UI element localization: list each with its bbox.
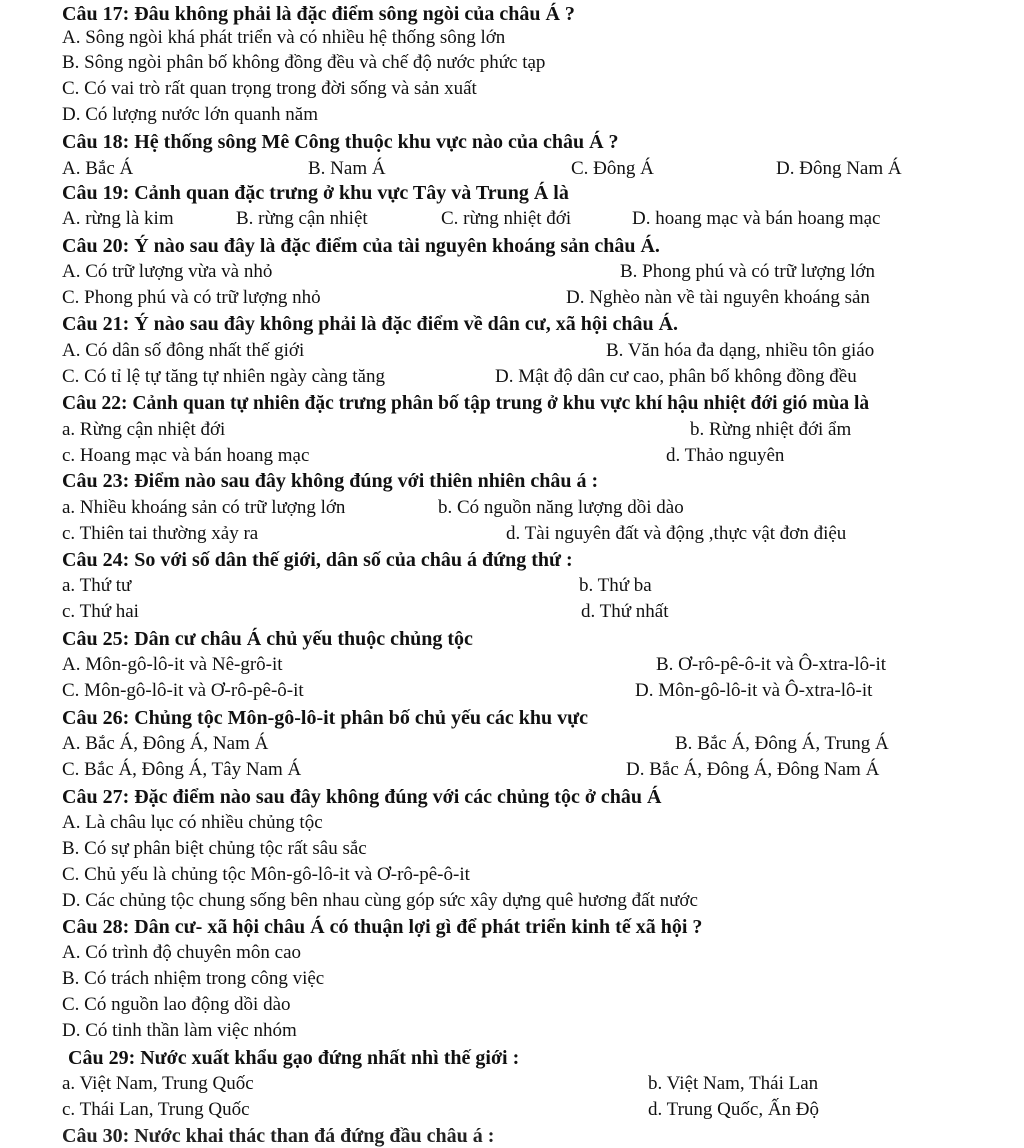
q19-option-d: D. hoang mạc và bán hoang mạc [632,208,881,229]
question-27: Câu 27: Đặc điểm nào sau đây không đúng với các chủng tộc ở châu Á [62,786,662,808]
q22-option-c: c. Hoang mạc và bán hoang mạc [62,445,310,466]
q17-option-b: B. Sông ngòi phân bố không đồng đều và chế độ nước phức tạp [62,52,546,73]
q27-option-c: C. Chủ yếu là chủng tộc Môn-gô-lô-it và Ơ-rô-pê-ô-it [62,864,470,885]
q24-option-d: d. Thứ nhất [581,601,669,622]
question-22: Câu 22: Cảnh quan tự nhiên đặc trưng phân bố tập trung ở khu vực khí hậu nhiệt đới gió mùa là [62,393,870,414]
q25-option-b: B. Ơ-rô-pê-ô-it và Ô-xtra-lô-it [656,654,887,675]
q25-option-a: A. Môn-gô-lô-it và Nê-grô-it [62,654,283,675]
q27-option-b: B. Có sự phân biệt chủng tộc rất sâu sắc [62,838,367,859]
q22-option-d: d. Thảo nguyên [666,445,785,466]
q17-option-a: A. Sông ngòi khá phát triển và có nhiều hệ thống sông lớn [62,27,506,48]
q29-option-a: a. Việt Nam, Trung Quốc [62,1073,254,1094]
q26-option-d: D. Bắc Á, Đông Á, Đông Nam Á [626,759,880,780]
q28-option-a: A. Có trình độ chuyên môn cao [62,942,302,963]
q20-option-c: C. Phong phú và có trữ lượng nhỏ [62,287,321,308]
q19-option-a: A. rừng là kim [62,208,174,229]
q24-option-b: b. Thứ ba [579,575,652,596]
q21-option-c: C. Có tỉ lệ tự tăng tự nhiên ngày càng tăng [62,366,385,387]
q21-option-d: D. Mật độ dân cư cao, phân bố không đồng đều [495,366,857,387]
q29-option-b: b. Việt Nam, Thái Lan [648,1073,819,1094]
q18-option-b: B. Nam Á [308,158,386,179]
q22-option-b: b. Rừng nhiệt đới ẩm [690,419,852,440]
q26-option-b: B. Bắc Á, Đông Á, Trung Á [675,733,889,754]
question-30-cutoff: Câu 30: Nước khai thác than đá đứng đầu châu á : [62,1125,495,1147]
q25-option-d: D. Môn-gô-lô-it và Ô-xtra-lô-it [635,680,873,701]
q27-option-a: A. Là châu lục có nhiều chủng tộc [62,812,323,833]
q23-option-a: a. Nhiều khoáng sản có trữ lượng lớn [62,497,346,518]
q26-option-c: C. Bắc Á, Đông Á, Tây Nam Á [62,759,302,780]
question-24: Câu 24: So với số dân thế giới, dân số của châu á đứng thứ : [62,549,573,571]
question-19: Câu 19: Cảnh quan đặc trưng ở khu vực Tây và Trung Á là [62,182,569,204]
q18-option-d: D. Đông Nam Á [776,158,902,179]
question-25: Câu 25: Dân cư châu Á chủ yếu thuộc chủng tộc [62,628,473,650]
question-21: Câu 21: Ý nào sau đây không phải là đặc điểm về dân cư, xã hội châu Á. [62,313,679,335]
q21-option-b: B. Văn hóa đa dạng, nhiều tôn giáo [606,340,875,361]
q20-option-d: D. Nghèo nàn về tài nguyên khoáng sản [566,287,870,308]
q29-option-d: d. Trung Quốc, Ấn Độ [648,1099,820,1120]
question-18: Câu 18: Hệ thống sông Mê Công thuộc khu vực nào của châu Á ? [62,131,619,153]
q26-option-a: A. Bắc Á, Đông Á, Nam Á [62,733,269,754]
question-26: Câu 26: Chủng tộc Môn-gô-lô-it phân bố chủ yếu các khu vực [62,707,588,729]
question-28: Câu 28: Dân cư- xã hội châu Á có thuận lợi gì để phát triển kinh tế xã hội ? [62,916,703,938]
q29-option-c: c. Thái Lan, Trung Quốc [62,1099,250,1120]
q28-option-b: B. Có trách nhiệm trong công việc [62,968,325,989]
q19-option-b: B. rừng cận nhiệt [236,208,368,229]
question-29: Câu 29: Nước xuất khẩu gạo đứng nhất nhì thế giới : [68,1047,520,1069]
q28-option-c: C. Có nguồn lao động dồi dào [62,994,291,1015]
question-17: Câu 17: Đâu không phải là đặc điểm sông ngòi của châu Á ? [62,3,575,25]
q27-option-d: D. Các chủng tộc chung sống bên nhau cùng góp sức xây dựng quê hương đất nước [62,890,698,911]
q25-option-c: C. Môn-gô-lô-it và Ơ-rô-pê-ô-it [62,680,304,701]
q24-option-c: c. Thứ hai [62,601,139,622]
q20-option-b: B. Phong phú và có trữ lượng lớn [620,261,875,282]
q23-option-c: c. Thiên tai thường xảy ra [62,523,259,544]
q23-option-b: b. Có nguồn năng lượng dồi dào [438,497,684,518]
q20-option-a: A. Có trữ lượng vừa và nhỏ [62,261,273,282]
q22-option-a: a. Rừng cận nhiệt đới [62,419,226,440]
q18-option-a: A. Bắc Á [62,158,134,179]
q24-option-a: a. Thứ tư [62,575,132,596]
q18-option-c: C. Đông Á [571,158,654,179]
q19-option-c: C. rừng nhiệt đới [441,208,572,229]
q21-option-a: A. Có dân số đông nhất thế giới [62,340,305,361]
q17-option-c: C. Có vai trò rất quan trọng trong đời sống và sản xuất [62,78,477,99]
q23-option-d: d. Tài nguyên đất và động ,thực vật đơn điệu [506,523,847,544]
q17-option-d: D. Có lượng nước lớn quanh năm [62,104,319,125]
question-23: Câu 23: Điểm nào sau đây không đúng với thiên nhiên châu á : [62,470,599,492]
q28-option-d: D. Có tinh thần làm việc nhóm [62,1020,297,1041]
question-20: Câu 20: Ý nào sau đây là đặc điểm của tài nguyên khoáng sản châu Á. [62,235,660,257]
